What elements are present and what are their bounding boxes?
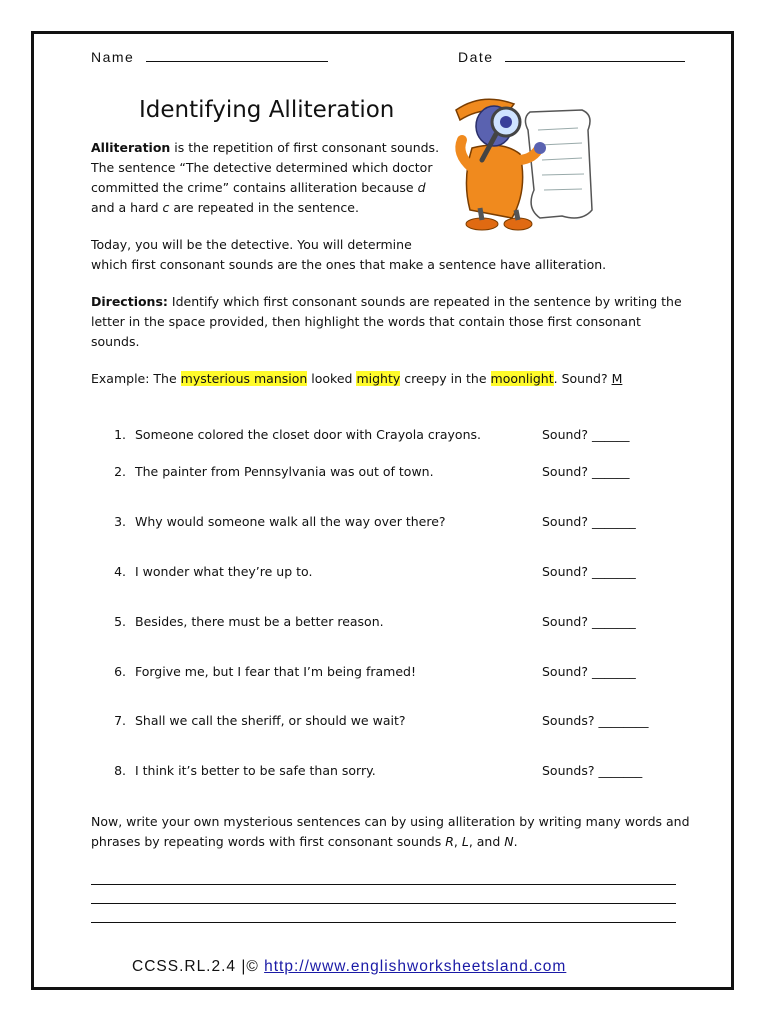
closing-text: .	[513, 834, 518, 849]
writing-line[interactable]	[91, 903, 676, 904]
date-field[interactable]	[458, 49, 685, 65]
letter-l: L	[461, 834, 469, 849]
example-text: looked	[307, 371, 357, 386]
intro-text: committed the crime” contains alliteration because	[91, 180, 418, 195]
directions-paragraph	[91, 292, 691, 352]
intro-paragraph	[91, 138, 451, 218]
example-answer: M	[611, 371, 623, 386]
question-text: Someone colored the closet door with Crayola crayons.	[135, 427, 481, 442]
sound-answer-blank[interactable]: Sound? _______	[542, 614, 636, 629]
writing-line[interactable]	[91, 922, 676, 923]
question-text: Besides, there must be a better reason.	[135, 614, 384, 629]
directions-label: Directions:	[91, 294, 168, 309]
date-label: Date	[458, 49, 494, 65]
question-text: Shall we call the sheriff, or should we wait?	[135, 713, 406, 728]
sound-answer-blank[interactable]: Sounds? ________	[542, 713, 649, 728]
question-number: 4.	[114, 564, 126, 579]
name-label: Name	[91, 49, 135, 65]
footer	[132, 958, 566, 976]
question-number: 3.	[114, 514, 126, 529]
letter-n: N	[504, 834, 514, 849]
sound-answer-blank[interactable]: Sound? ______	[542, 464, 630, 479]
highlight-word: mighty	[356, 371, 401, 386]
closing-text: , and	[468, 834, 505, 849]
term-alliteration: Alliteration	[91, 140, 171, 155]
closing-text: Now, write your own mysterious sentences can by using alliteration by writing many words and	[91, 814, 690, 829]
question-number: 2.	[114, 464, 126, 479]
detective-text: Today, you will be the detective. You will determine	[91, 237, 412, 252]
sound-answer-blank[interactable]: Sound? _______	[542, 564, 636, 579]
example-line	[91, 369, 691, 389]
directions-text: letter in the space provided, then highlight the words that contain those first consonant	[91, 314, 641, 329]
detective-paragraph	[91, 235, 691, 275]
example-text: . Sound?	[553, 371, 612, 386]
question-text: The painter from Pennsylvania was out of town.	[135, 464, 434, 479]
question-number: 1.	[114, 427, 126, 442]
letter-r: R	[445, 834, 454, 849]
letter-d: d	[417, 180, 426, 195]
intro-text: The sentence “The detective determined which doctor	[91, 160, 433, 175]
closing-text: ,	[453, 834, 462, 849]
example-text: Example: The	[91, 371, 181, 386]
question-text: I think it’s better to be safe than sorry.	[135, 763, 376, 778]
question-number: 8.	[114, 763, 126, 778]
footer-standard: CCSS.RL.2.4 |©	[132, 958, 265, 975]
directions-text: sounds.	[91, 334, 140, 349]
sound-answer-blank[interactable]: Sounds? _______	[542, 763, 643, 778]
name-field[interactable]	[91, 49, 328, 65]
website-link[interactable]: http://www.englishworksheetsland.com	[264, 958, 567, 975]
closing-paragraph	[91, 812, 691, 852]
sound-answer-blank[interactable]: Sound? ______	[542, 427, 630, 442]
detective-text: which first consonant sounds are the ones that make a sentence have alliteration.	[91, 257, 607, 272]
page-title: Identifying Alliteration	[139, 97, 395, 123]
intro-text: and a hard	[91, 200, 163, 215]
letter-c: c	[162, 200, 170, 215]
question-text: I wonder what they’re up to.	[135, 564, 313, 579]
question-number: 6.	[114, 664, 126, 679]
example-text: creepy in the	[400, 371, 491, 386]
highlight-word: moonlight	[490, 371, 554, 386]
highlight-word: mysterious mansion	[180, 371, 308, 386]
writing-line[interactable]	[91, 884, 676, 885]
intro-text: are repeated in the sentence.	[169, 200, 359, 215]
sound-answer-blank[interactable]: Sound? _______	[542, 514, 636, 529]
detective-icon	[442, 90, 602, 240]
question-number: 5.	[114, 614, 126, 629]
intro-text: is the repetition of first consonant sounds.	[170, 140, 440, 155]
question-text: Forgive me, but I fear that I’m being framed!	[135, 664, 416, 679]
question-number: 7.	[114, 713, 126, 728]
directions-text: Identify which first consonant sounds are repeated in the sentence by writing the	[167, 294, 682, 309]
question-text: Why would someone walk all the way over there?	[135, 514, 446, 529]
closing-text: phrases by repeating words with first consonant sounds	[91, 834, 446, 849]
name-blank[interactable]	[146, 61, 328, 62]
date-blank[interactable]	[505, 61, 685, 62]
sound-answer-blank[interactable]: Sound? _______	[542, 664, 636, 679]
